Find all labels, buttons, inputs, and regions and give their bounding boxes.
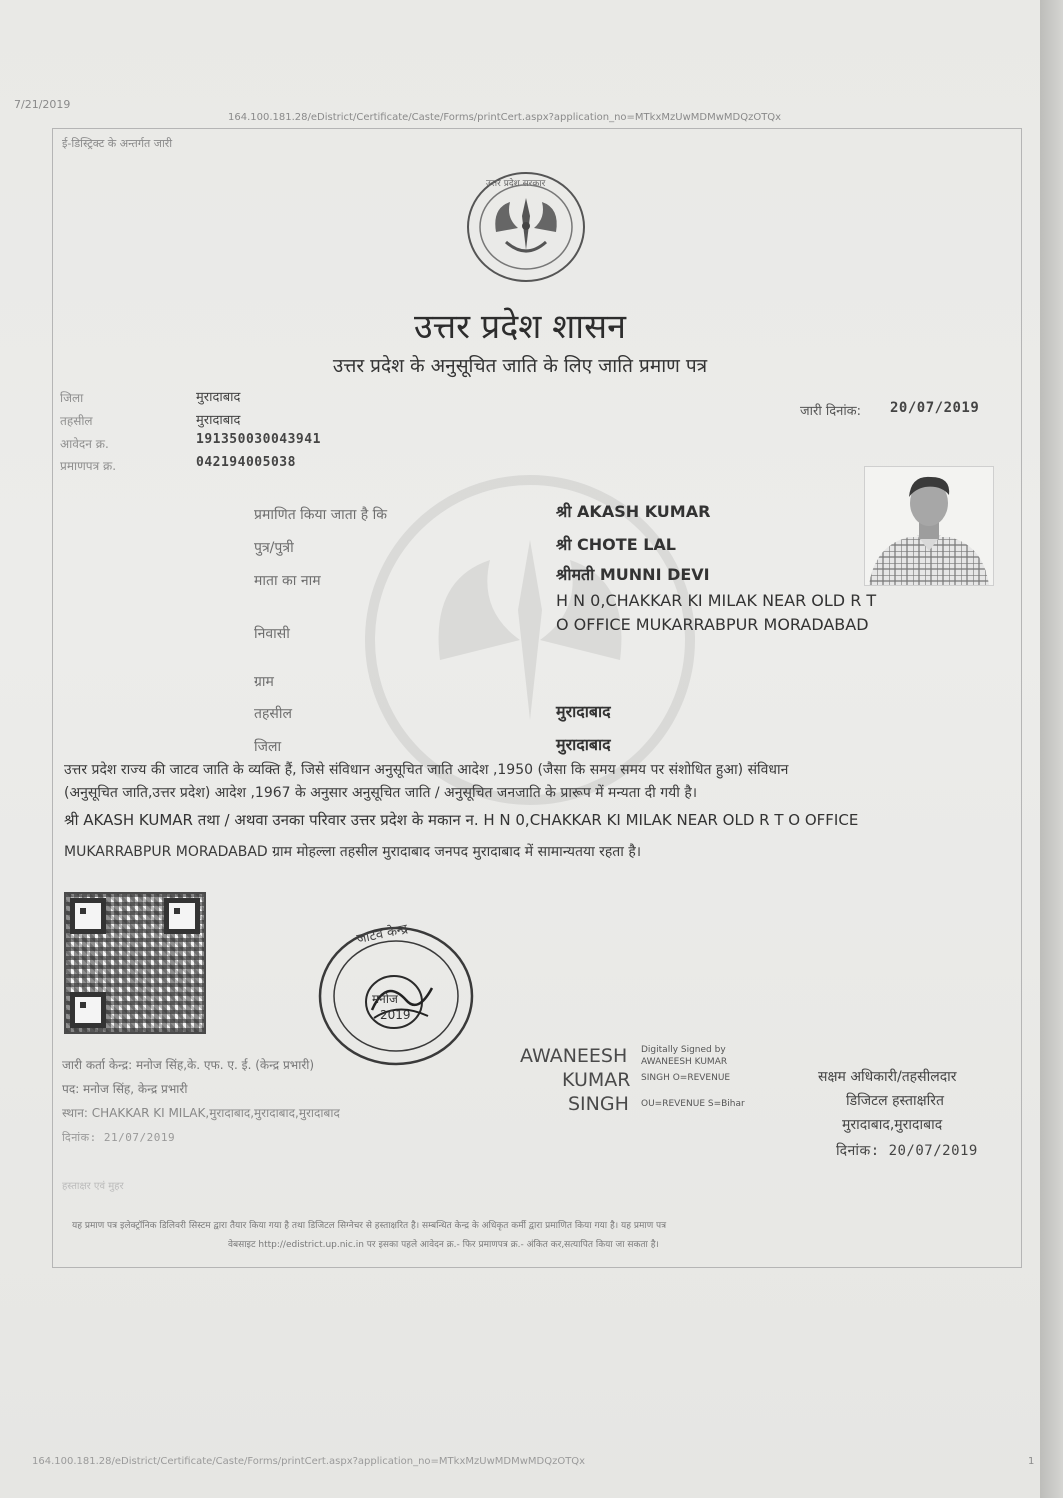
dsc-name-3: SINGH xyxy=(568,1093,629,1115)
seal-inner-line-1: मनोज xyxy=(372,992,398,1006)
body-line-1: उत्तर प्रदेश राज्य की जाटव जाति के व्यक्ति हैं, जिसे संविधान अनुसूचित जाति आदेश ,1950 (जैसा कि समय समय पर संशोधित हुआ) संविधान xyxy=(64,762,789,778)
issuer-line-4: दिनांक: 21/07/2019 xyxy=(62,1131,176,1144)
dsc-name-1: AWANEESH xyxy=(520,1045,628,1067)
relation-label: पुत्र/पुत्री xyxy=(254,540,294,556)
body-line-4: MUKARRABPUR MORADABAD ग्राम मोहल्ला तहसील मुरादाबाद जनपद मुरादाबाद में सामान्यतया रहता है। xyxy=(64,844,642,860)
authority-line-1: सक्षम अधिकारी/तहसीलदार xyxy=(818,1069,957,1085)
mother-label: माता का नाम xyxy=(254,573,321,589)
authority-line-3: मुरादाबाद,मुरादाबाद xyxy=(842,1117,943,1133)
meta-application-label: आवेदन क्र. xyxy=(60,437,109,451)
bottom-url: 164.100.181.28/eDistrict/Certificate/Caste/Forms/printCert.aspx?application_no=MTkxMzUwMDMwMDQzOTQx xyxy=(32,1456,586,1467)
meta-tehsil-label: तहसील xyxy=(60,414,93,428)
resident-label: निवासी xyxy=(254,626,290,642)
qr-finder-icon xyxy=(70,898,106,934)
dsc-detail-2: AWANEESH KUMAR xyxy=(641,1057,728,1067)
dsc-name-2: KUMAR xyxy=(562,1069,631,1091)
holder-photo xyxy=(864,466,994,586)
print-url: 164.100.181.28/eDistrict/Certificate/Caste/Forms/printCert.aspx?application_no=MTkxMzUwMDMwMDQzOTQx xyxy=(228,112,782,123)
details-district-label: जिला xyxy=(254,739,282,755)
body-line-2: (अनुसूचित जाति,उत्तर प्रदेश) आदेश ,1967 के अनुसार अनुसूचित जाति / अनुसूचित जनजाति के प्रारूप में मन्यता दी गयी है। xyxy=(64,785,698,801)
father-name: श्री CHOTE LAL xyxy=(556,535,676,554)
body-line-3: श्री AKASH KUMAR तथा / अथवा उनका परिवार उत्तर प्रदेश के मकान न. H N 0,CHAKKAR KI MILAK NEAR OLD R T O OFFICE xyxy=(64,811,859,829)
authority-line-2: डिजिटल हस्ताक्षरित xyxy=(846,1093,944,1109)
village-label: ग्राम xyxy=(254,674,274,690)
footer-note-1: यह प्रमाण पत्र इलेक्ट्रॉनिक डिलिवरी सिस्टम द्वारा तैयार किया गया है तथा डिजिटल सिग्नेचर से हस्ताक्षरित है। सम्बन्धित केन्द्र के अधिकृत कर्मी द्वारा प्रमाणित किया गया है। यह प्रमाण पत्र xyxy=(72,1221,667,1231)
details-district-value: मुरादाबाद xyxy=(556,735,611,754)
page-edge xyxy=(1040,0,1063,1498)
emblem-ring-text: उत्तर प्रदेश सरकार xyxy=(486,179,546,189)
certificate-subtitle: उत्तर प्रदेश के अनुसूचित जाति के लिए जाति प्रमाण पत्र xyxy=(332,355,708,377)
authority-line-4: दिनांक: 20/07/2019 xyxy=(836,1143,978,1159)
certificate-title: उत्तर प्रदेश शासन xyxy=(414,307,626,347)
dsc-detail-3: SINGH O=REVENUE xyxy=(641,1073,731,1083)
meta-tehsil-value: मुरादाबाद xyxy=(196,413,241,428)
issue-date-value: 20/07/2019 xyxy=(890,400,980,416)
print-date: 7/21/2019 xyxy=(14,98,71,111)
meta-certificate-label: प्रमाणपत्र क्र. xyxy=(60,459,117,473)
dsc-detail-1: Digitally Signed by xyxy=(641,1045,726,1055)
dsc-detail-4: OU=REVENUE S=Bihar xyxy=(641,1099,745,1109)
meta-district-value: मुरादाबाद xyxy=(196,390,241,405)
mother-name: श्रीमती MUNNI DEVI xyxy=(556,565,710,584)
issuer-line-3: स्थान: CHAKKAR KI MILAK,मुरादाबाद,मुरादाबाद,मुरादाबाद xyxy=(62,1106,340,1120)
address-value: H N 0,CHAKKAR KI MILAK NEAR OLD R T O OFFICE MUKARRABPUR MORADABAD xyxy=(556,591,877,634)
seal-top-text: जाटव केन्द्र xyxy=(355,921,410,948)
issuer-line-1: जारी कर्ता केन्द्र: मनोज सिंह,के. एफ. ए. ई. (केन्द्र प्रभारी) xyxy=(62,1058,315,1072)
qr-finder-icon xyxy=(70,992,106,1028)
issuer-line-2: पद: मनोज सिंह, केन्द्र प्रभारी xyxy=(62,1082,188,1096)
issuer-line-5: हस्ताक्षर एवं मुहर xyxy=(62,1181,124,1192)
meta-certificate-value: 042194005038 xyxy=(196,455,296,470)
meta-application-value: 191350030043941 xyxy=(196,432,321,447)
qr-code xyxy=(64,892,206,1034)
details-tehsil-value: मुरादाबाद xyxy=(556,702,611,721)
meta-district-label: जिला xyxy=(60,391,84,405)
page-number: 1 xyxy=(1028,1456,1035,1467)
qr-finder-icon xyxy=(164,898,200,934)
certified-label: प्रमाणित किया जाता है कि xyxy=(254,507,388,523)
issue-date-label: जारी दिनांक: xyxy=(800,404,862,419)
seal-inner-line-2: 2019 xyxy=(380,1008,411,1022)
details-tehsil-label: तहसील xyxy=(254,706,292,722)
person-photo-icon xyxy=(865,467,993,585)
footer-note-2: वेबसाइट http://edistrict.up.nic.in पर इसका पहले आवेदन क्र.- फिर प्रमाणपत्र क्र.- अंकित कर,सत्यापित किया जा सकता है। xyxy=(228,1240,659,1250)
edistrict-note: ई-डिस्ट्रिक्ट के अन्तर्गत जारी xyxy=(62,137,173,150)
holder-name: श्री AKASH KUMAR xyxy=(556,502,711,521)
